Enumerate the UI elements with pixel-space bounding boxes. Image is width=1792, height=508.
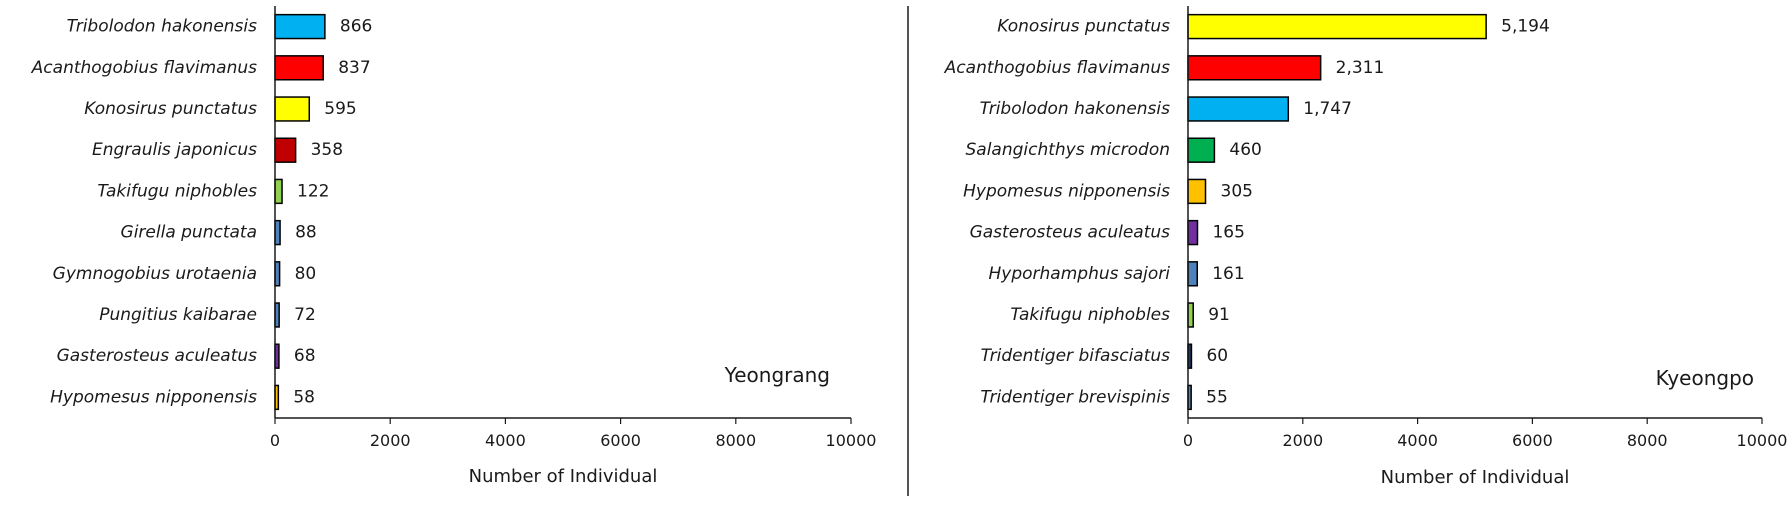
panel-2-x-tick-label-4: 6000 xyxy=(1512,431,1553,450)
panel-1-value-label-1: 866 xyxy=(339,16,373,37)
panel-1-bar-1 xyxy=(275,15,325,39)
panel-1-x-tick-label-5: 8000 xyxy=(715,431,757,450)
panel-2-category-label-3: Tribolodon hakonensis xyxy=(979,99,1170,119)
panel-1-value-label-6: 88 xyxy=(295,222,317,243)
panel-2-bar-5 xyxy=(1188,179,1206,203)
panel-2-value-label-10: 55 xyxy=(1206,387,1228,408)
panel-2-bar-8 xyxy=(1188,303,1193,327)
panel-2-value-label-3: 1,747 xyxy=(1303,99,1352,119)
panel-1-x-tick-label-3: 4000 xyxy=(485,431,526,450)
panel-2-category-label-6: Gasterosteus aculeatus xyxy=(969,222,1170,243)
panel-1-category-label-3: Konosirus punctatus xyxy=(84,99,257,119)
panel-1-x-tick-label-4: 6000 xyxy=(600,431,641,450)
panel-2-value-label-5: 305 xyxy=(1220,181,1253,202)
panel-2-x-tick-label-1: 0 xyxy=(1182,431,1194,450)
panel-1-category-label-9: Gasterosteus aculeatus xyxy=(56,346,257,367)
panel-2-value-label-8: 91 xyxy=(1208,305,1230,325)
panel-1-value-label-7: 80 xyxy=(294,263,317,284)
panel-1-x-axis-title: Number of Individual xyxy=(468,466,658,487)
panel-1-bar-6 xyxy=(275,221,280,245)
panel-2-panel-title: Kyeongpo xyxy=(1655,366,1754,390)
panel-1-category-label-2: Acanthogobius flavimanus xyxy=(31,57,257,78)
panel-1-value-label-4: 358 xyxy=(310,140,344,161)
panel-2-value-label-1: 5,194 xyxy=(1501,16,1550,37)
panel-1-value-label-5: 122 xyxy=(297,181,330,202)
panel-2-category-label-2: Acanthogobius flavimanus xyxy=(944,57,1170,78)
panel-2-value-label-9: 60 xyxy=(1206,346,1229,367)
panel-2-category-label-7: Hyporhamphus sajori xyxy=(988,263,1170,284)
panel-2-bar-7 xyxy=(1188,262,1197,286)
panel-2-category-label-9: Tridentiger bifasciatus xyxy=(980,346,1170,367)
panel-2-value-label-2: 2,311 xyxy=(1335,57,1385,78)
panel-1-category-label-8: Pungitius kaibarae xyxy=(99,305,257,325)
panel-2-value-label-4: 460 xyxy=(1229,140,1262,161)
panel-1-value-label-2: 837 xyxy=(338,57,371,78)
panel-1-category-label-1: Tribolodon hakonensis xyxy=(66,16,257,37)
panel-1-category-label-6: Girella punctata xyxy=(120,222,257,243)
panel-1-value-label-8: 72 xyxy=(294,305,316,325)
panel-1-bar-5 xyxy=(275,179,282,203)
panel-1-value-label-9: 68 xyxy=(293,346,316,367)
panel-2-value-label-6: 165 xyxy=(1212,222,1245,243)
panel-2-category-label-4: Salangichthys microdon xyxy=(965,140,1170,161)
panel-1-category-label-7: Gymnogobius urotaenia xyxy=(52,263,257,284)
panel-2-x-tick-label-2: 2000 xyxy=(1282,431,1324,450)
panel-2-category-label-1: Konosirus punctatus xyxy=(997,16,1170,37)
panel-2-bar-3 xyxy=(1188,97,1288,121)
panel-1-panel-title: Yeongrang xyxy=(724,363,830,387)
panel-1-x-tick-label-2: 2000 xyxy=(369,431,411,450)
panel-2-bar-4 xyxy=(1188,138,1214,162)
panel-1-value-label-3: 595 xyxy=(324,99,357,119)
panel-1-category-label-5: Takifugu niphobles xyxy=(97,181,257,202)
panel-1-bar-2 xyxy=(275,56,323,80)
panel-1-bar-4 xyxy=(275,138,296,162)
panel-1-x-tick-label-1: 0 xyxy=(269,431,281,450)
panel-2-bar-2 xyxy=(1188,56,1321,80)
panel-1-bar-3 xyxy=(275,97,309,121)
panel-2-category-label-10: Tridentiger brevispinis xyxy=(980,387,1170,408)
panel-2-category-label-8: Takifugu niphobles xyxy=(1010,305,1170,325)
panel-2-category-label-5: Hypomesus nipponensis xyxy=(963,181,1170,202)
panel-2-x-tick-label-5: 8000 xyxy=(1626,431,1668,450)
panel-1-x-tick-label-6: 10000 xyxy=(825,431,877,450)
panel-2-value-label-7: 161 xyxy=(1212,263,1245,284)
panel-1-category-label-10: Hypomesus nipponensis xyxy=(50,387,257,408)
panel-2-x-tick-label-6: 10000 xyxy=(1736,431,1788,450)
panel-1-category-label-4: Engraulis japonicus xyxy=(91,140,257,161)
panel-1-value-label-10: 58 xyxy=(293,387,315,408)
panel-2-x-axis-title: Number of Individual xyxy=(1380,467,1570,488)
panel-2-x-tick-label-3: 4000 xyxy=(1397,431,1438,450)
panel-2-bar-1 xyxy=(1188,15,1486,39)
panel-2-bar-6 xyxy=(1188,221,1197,245)
